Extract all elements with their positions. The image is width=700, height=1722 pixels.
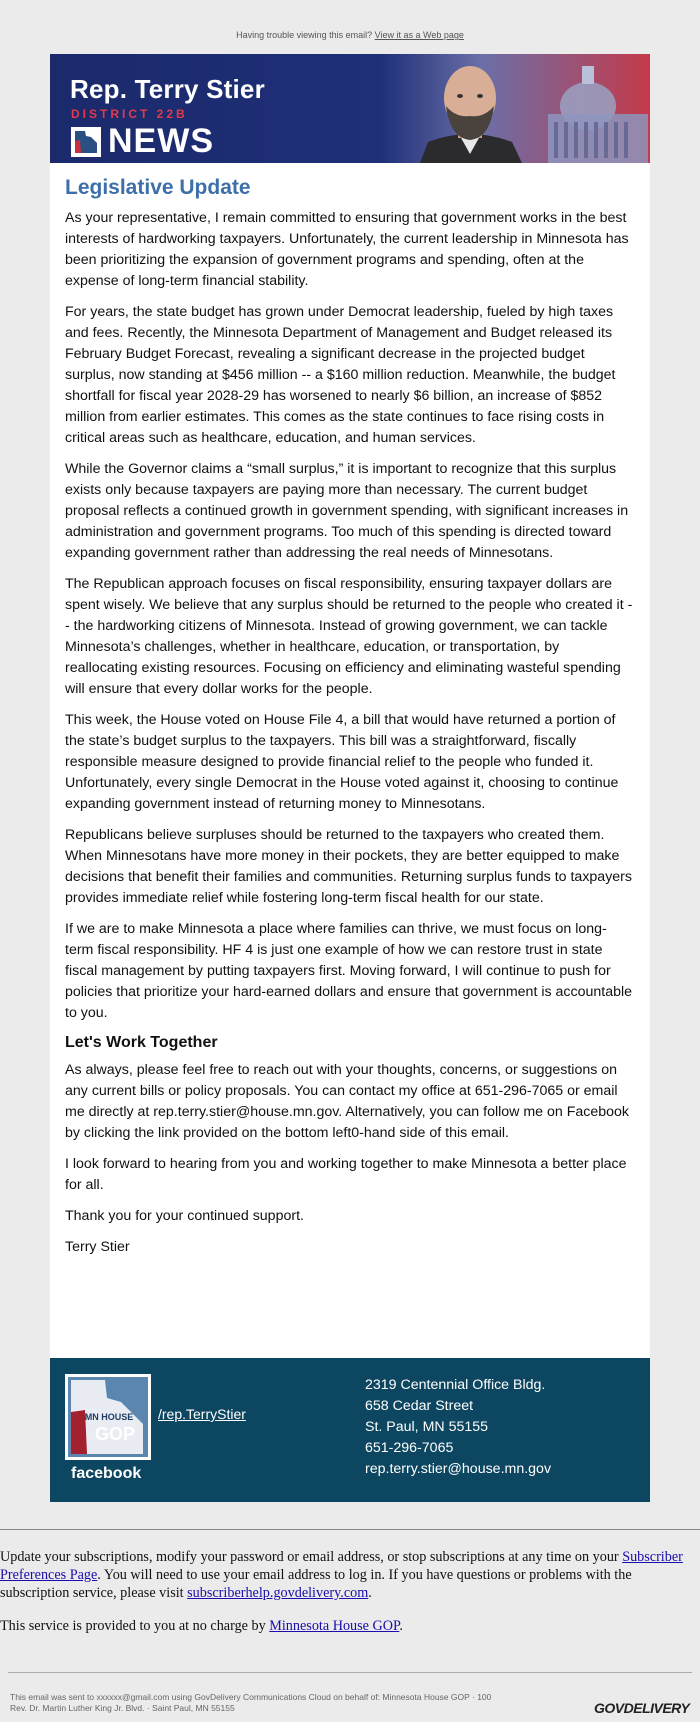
sent-to-line: This email was sent to xxxxxx@gmail.com using GovDelivery Communications Cloud on behalf of: Minnesota House GOP · 100: [10, 1692, 492, 1702]
email-card: [50, 54, 650, 1502]
paragraph: The Republican approach focuses on fiscal responsibility, ensuring taxpayer dollars are spent wisely. We believe that any surplus should be returned to the people who created it -- the hardworking citizens of Minnesota. Instead of growing government, we can tackle Minnesota’s challenges, whether in healthcare, education, or transportation, by reallocating existing resources. Focusing on efficiency and eliminating wasteful spending will ensure that every dollar works for the people.: [65, 576, 633, 697]
paragraph: For years, the state budget has grown under Democrat leadership, fueled by high taxes and fees. Recently, the Minnesota Department of Management and Budget released its February Budget Forecast, revealing a significant decrease in the projected budget surplus, now standing at $456 million -- a $160 million reduction. Meanwhile, the budget shortfall for fiscal year 2028-29 has worsened to nearly $6 billion, an increase of $852 million from earlier estimates. This comes as the state continues to face rising costs in critical areas such as healthcare, education, and human services.: [65, 304, 616, 446]
logo-text-mnhouse: MN HOUSE: [84, 1412, 134, 1422]
paragraph: If we are to make Minnesota a place where families can thrive, we must focus on long-term fiscal responsibility. HF 4 is just one example of how we can restore trust in state fiscal management by putting taxpayers first. Moving forward, I will continue to push for policies that prioritize your hard-earned dollars and ensure that government is accountable to you.: [65, 921, 633, 1021]
govdelivery-logo[interactable]: GOVDELIVERY: [594, 1700, 690, 1716]
paragraph: Republicans believe surpluses should be returned to the taxpayers who created them. When Minnesotans have more money in their pockets, they are better equipped to make decisions that benefit their families and communities. Returning surplus funds to taxpayers provides immediate relief while fostering long-term fiscal health for our state.: [65, 827, 633, 906]
article-body: [65, 176, 635, 1268]
subscriber-help-link[interactable]: subscriberhelp.govdelivery.com: [187, 1585, 369, 1601]
paragraph: Thank you for your continued support.: [65, 1208, 304, 1224]
web-view-note-text: Having trouble viewing this email?: [236, 30, 375, 40]
facebook-wordmark[interactable]: facebook: [71, 1465, 142, 1482]
mn-house-gop-link[interactable]: Minnesota House GOP: [269, 1618, 400, 1634]
paragraph: While the Governor claims a “small surplus,” it is important to recognize that this surplus exists only because taxpayers are paying more than necessary. The current budget proposal reflects a continued growth in government spending, with significant increases in administration and government programs. Too much of this spending is directed toward expanding government rather than addressing the real needs of Minnesotans.: [65, 461, 629, 561]
sent-to-note: [10, 1692, 570, 1714]
logo-text-gop: GOP: [94, 1424, 136, 1444]
provider-text: This service is provided to you at no charge by: [0, 1618, 270, 1634]
district-label: DISTRICT 22B: [71, 107, 188, 121]
mn-house-gop-logo-icon[interactable]: [65, 1374, 151, 1460]
subscription-text: .: [368, 1585, 372, 1601]
sent-to-line: Rev. Dr. Martin Luther King Jr. Blvd. · Saint Paul, MN 55155: [10, 1703, 235, 1713]
contact-footer: [50, 1358, 650, 1502]
paragraph: As always, please feel free to reach out with your thoughts, concerns, or suggestions on any current bills or policy proposals. You can contact my office at 651-296-7065 or email me directly at rep.terry.stier@house.mn.gov. Alternatively, you can follow me on Facebook by clicking the link provided on the bottom left0-hand side of this email.: [65, 1062, 630, 1141]
mn-gop-logo-icon: [71, 127, 101, 157]
subscription-text: Update your subscriptions, modify your password or email address, or stop subscriptions at any time on your: [0, 1549, 623, 1565]
address-line: 658 Cedar Street: [365, 1398, 474, 1414]
header-banner: [50, 54, 650, 163]
subscription-info: [0, 1548, 700, 1650]
email-address: rep.terry.stier@house.mn.gov: [365, 1461, 552, 1477]
provider-paragraph: [0, 1617, 700, 1635]
capitol-building-icon: [510, 54, 650, 163]
subscription-paragraph: [0, 1548, 700, 1602]
divider: [8, 1672, 692, 1673]
rep-name: Rep. Terry Stier: [70, 74, 265, 104]
paragraph: As your representative, I remain committed to ensuring that government works in the best interests of hardworking taxpayers. Unfortunately, the current leadership in Minnesota has been prioritizing the expansion of government programs and spending, often at the expense of long-term financial stability.: [65, 210, 629, 289]
address-line: St. Paul, MN 55155: [365, 1419, 489, 1435]
phone-number: 651-296-7065: [365, 1440, 454, 1456]
provider-text: .: [399, 1618, 403, 1634]
divider: [0, 1529, 700, 1530]
article-title: Legislative Update: [65, 176, 251, 199]
signature: Terry Stier: [65, 1239, 130, 1255]
web-view-note: [0, 30, 700, 40]
facebook-link[interactable]: /rep.TerryStier: [158, 1406, 246, 1422]
rep-portrait-icon: [410, 54, 530, 163]
office-address: [365, 1375, 551, 1480]
subscription-text: . You will need to use your email address to log in. If you have questions or problems with the subscription service, please visit: [0, 1567, 632, 1601]
news-label: NEWS: [108, 122, 214, 160]
paragraph: I look forward to hearing from you and working together to make Minnesota a better place for all.: [65, 1156, 627, 1193]
subheading: Let's Work Together: [65, 1034, 218, 1051]
web-view-link[interactable]: View it as a Web page: [374, 30, 464, 40]
subscriber-preferences-link[interactable]: Subscriber Preferences Page: [0, 1549, 683, 1583]
address-line: 2319 Centennial Office Bldg.: [365, 1377, 546, 1393]
paragraph: This week, the House voted on House File 4, a bill that would have returned a portion of the state’s budget surplus to the taxpayers. This bill was a straightforward, fiscally responsible measure designed to provide financial relief to the people who funded it. Unfortunately, every single Democrat in the House voted against it, choosing to continue expanding government instead of returning money to Minnesotans.: [65, 712, 619, 812]
